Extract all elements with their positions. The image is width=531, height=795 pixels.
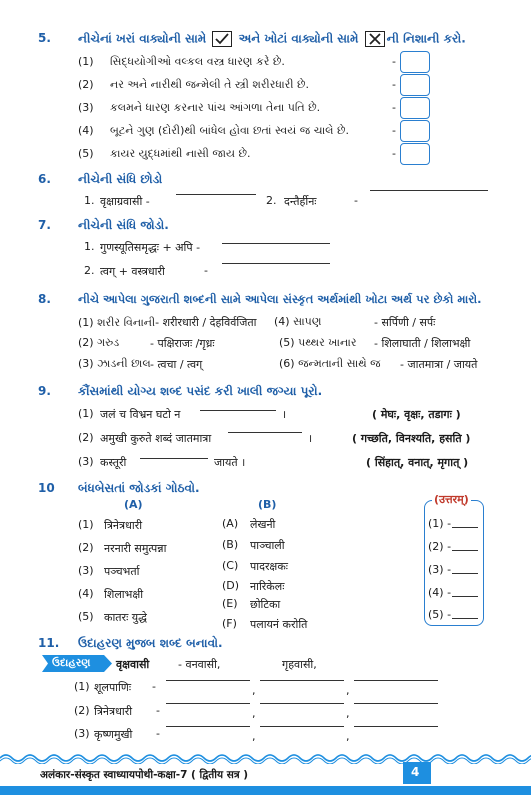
q10-b-3-text: पादरक्षकः	[250, 560, 288, 573]
q11-item-1-text: शूलपाणिः	[94, 681, 132, 694]
q5-item-5-dash: -	[392, 147, 396, 160]
q8-row-2-left-options: - पक्षिराजः /गृध्रः	[150, 337, 215, 350]
q5-item-4-dash: -	[392, 124, 396, 137]
q9-answer-line-2[interactable]	[228, 432, 302, 433]
q10-answer-2-label: (2) -	[428, 540, 452, 553]
footer-bar	[0, 786, 531, 795]
q10-a-3-num: (3)	[78, 564, 94, 577]
q11-item-2-num: (2)	[74, 704, 90, 717]
q11-item-2-field-1[interactable]	[166, 703, 250, 704]
q10-column-b-header: (B)	[258, 498, 277, 511]
q9-item-1-options: ( मेघः, वृक्षः, तडागः )	[372, 408, 461, 421]
q8-row-2-right-label: (5) પથ્થર ખાનાર	[279, 336, 357, 349]
q9-item-2-end: ।	[308, 432, 313, 445]
q10-a-4-text: शिलाभक्षी	[104, 588, 144, 601]
q5-answer-box-1[interactable]	[400, 51, 430, 73]
q10-b-3-num: (C)	[222, 559, 239, 572]
q8-row-2-left: (2) ગરુડ	[78, 336, 120, 349]
footer-wave-border	[0, 752, 531, 764]
example-badge-label: ઉદાહરણ	[52, 657, 91, 669]
q5-item-3-text: કલમને ધારણ કરનાર પાંચ આંગળા તેના પતિ છે.	[110, 101, 321, 114]
q10-b-4-text: नारिकेलः	[250, 580, 285, 593]
q9-item-2-options: ( गच्छति, विनश्यति, हसति )	[352, 432, 471, 445]
q11-item-2-comma-2: ,	[346, 707, 350, 720]
q10-b-2-text: पाञ्चाली	[250, 539, 285, 552]
q10-b-5-num: (E)	[222, 597, 238, 610]
q9-item-3-end: जायते ।	[214, 456, 246, 469]
q10-a-5-num: (5)	[78, 610, 94, 623]
q5-item-5-num: (5)	[78, 147, 94, 160]
q10-answer-3-field[interactable]	[452, 573, 478, 574]
q11-item-2-field-2[interactable]	[260, 703, 344, 704]
q10-answer-3-label: (3) -	[428, 563, 452, 576]
q6-item-1-text: वृक्षाग्रवासी -	[100, 195, 150, 208]
q10-a-1-num: (1)	[78, 518, 94, 531]
q7-item-2-num: 2.	[84, 264, 95, 277]
q7-item-2-text: त्वग् + वस्त्रधारी	[100, 265, 165, 278]
q11-title: ઉદાહરણ મુજબ શબ્દ બનાવો.	[78, 636, 223, 650]
q9-item-2-text: अमुखी कुरुते शब्दं जातमात्रा	[100, 432, 212, 445]
q5-title-part3: ની નિશાની કરો.	[386, 31, 466, 46]
q10-answers-title-text: उत्तरम्	[439, 493, 464, 506]
q9-item-1-text: जलं च विभ्रन घटो न	[100, 408, 181, 421]
q5-item-4-text: બૂટને ગુણ (દોરી)થી બાંધેલ હોવા છતાં સ્વયં જ ચાલે છે.	[110, 124, 349, 137]
q8-row-1-left: (1) શરીર વિનાની- शरीरधारी / देहविर्वजिता	[78, 316, 257, 329]
cross-mark-icon	[365, 31, 385, 47]
q10-number: 10	[38, 481, 55, 495]
q5-title-part2: અને ખોટાં વાક્યોની સામે	[238, 31, 359, 46]
q11-item-3-field-1[interactable]	[166, 726, 250, 727]
q8-number: 8.	[38, 292, 51, 306]
q5-item-2-text: નર અને નારીથી જન્મેલી તે સ્ત્રી શરીરધારી છે.	[110, 78, 310, 91]
q10-answer-1-label: (1) -	[428, 517, 452, 530]
footer-book-title: अलंकार-संस्कृत स्वाध्यायपोथी-कक्षा-7 ( द्वितीय सत्र )	[40, 769, 249, 781]
q6-item-2-num: 2.	[266, 194, 277, 207]
q11-item-1-num: (1)	[74, 680, 90, 693]
q6-title: નીચેની સંધિ છોડો	[78, 172, 163, 186]
q6-item-1-num: 1.	[84, 194, 95, 207]
q7-title: નીચેની સંધિ જોડો.	[78, 218, 169, 232]
q9-item-1-num: (1)	[78, 407, 94, 420]
q7-item-1-text: गुणस्यूतिसमृद्धः + अपि -	[100, 241, 201, 254]
q9-number: 9.	[38, 384, 51, 398]
q11-item-3-field-2[interactable]	[260, 726, 344, 727]
q6-answer-line-1[interactable]	[176, 194, 256, 195]
q11-item-1-comma-1: ,	[252, 684, 256, 697]
q10-column-a-header: (A)	[124, 498, 143, 511]
q10-answer-5-label: (5) -	[428, 608, 452, 621]
q7-answer-line-1[interactable]	[222, 243, 330, 244]
q8-row-3-left: (3) ઝાડની છાલ	[78, 357, 151, 370]
q8-row-3-left-options: - त्वचा / त्वग्	[150, 358, 203, 371]
q11-item-3-num: (3)	[74, 727, 90, 740]
q6-item-2-text: दन्तैर्हीनः	[284, 195, 317, 208]
q5-number: 5.	[38, 31, 51, 45]
example-badge	[42, 655, 112, 672]
q10-a-4-num: (4)	[78, 587, 94, 600]
q10-answer-1-field[interactable]	[452, 527, 478, 528]
page-footer	[0, 752, 531, 795]
q5-item-5-text: કાયર યુદ્ધમાંથી નાસી જાય છે.	[110, 147, 251, 160]
q11-item-1-field-3[interactable]	[354, 680, 438, 681]
q10-answer-2-field[interactable]	[452, 550, 478, 551]
q5-item-1-num: (1)	[78, 55, 94, 68]
q6-answer-line-2[interactable]	[370, 190, 488, 191]
q6-item-2-dash: -	[354, 194, 358, 207]
q11-item-3-text: कृष्णमुखी	[94, 728, 133, 741]
q9-answer-line-1[interactable]	[200, 410, 276, 411]
q8-title: નીચે આપેલા ગુજરાતી શબ્દની સામે આપેલા સંસ્કૃત અર્થમાંથી ખોટા અર્થ પર છેકો મારો.	[78, 292, 482, 306]
q5-item-2-num: (2)	[78, 78, 94, 91]
q5-item-1-dash: -	[392, 55, 396, 68]
q11-number: 11.	[38, 636, 60, 650]
example-answer-2: गृहवासी,	[282, 658, 317, 671]
q8-row-3-right-label: (6) જન્મતાની સાથે જ	[279, 357, 381, 370]
q10-a-2-text: नरनारी समुत्पन्ना	[104, 542, 167, 555]
q11-item-2-dash: -	[156, 704, 160, 717]
q11-item-1-field-1[interactable]	[166, 680, 250, 681]
q9-title: કૌંસમાંથી યોગ્ય શબ્દ પસંદ કરી ખાલી જગ્યા પૂરો.	[78, 384, 323, 398]
q11-item-1-field-2[interactable]	[260, 680, 344, 681]
q10-a-2-num: (2)	[78, 541, 94, 554]
q7-item-2-dash: -	[204, 264, 208, 277]
q7-item-1-num: 1.	[84, 240, 95, 253]
q5-item-4-num: (4)	[78, 124, 94, 137]
q5-answer-box-2[interactable]	[400, 74, 430, 96]
q10-a-1-text: त्रिनेत्रधारी	[104, 519, 143, 532]
q7-number: 7.	[38, 218, 51, 232]
q11-item-2-field-3[interactable]	[354, 703, 438, 704]
example-word: वृक्षवासी	[116, 658, 150, 671]
q7-answer-line-2[interactable]	[222, 263, 330, 264]
q8-row-1-right-label: (4) સાપણ	[274, 315, 322, 328]
q10-b-1-num: (A)	[222, 517, 239, 530]
q10-b-1-text: लेखनी	[250, 518, 276, 531]
q10-b-6-text: पलायनं करोति	[250, 618, 308, 631]
q10-answer-4-field[interactable]	[452, 596, 478, 597]
q9-item-1-end: ।	[282, 408, 287, 421]
q10-b-5-text: छोटिका	[250, 598, 281, 611]
q5-item-3-dash: -	[392, 101, 396, 114]
q5-item-1-text: સિદ્ધયોગીઓ વલ્કલ વસ્ત્ર ધારણ કરે છે.	[110, 55, 285, 68]
q9-item-3-text: कस्तूरी	[100, 456, 127, 469]
q5-title	[78, 31, 466, 47]
q8-row-2-right: - शिलाघाती / शिलाभक्षी	[374, 337, 471, 350]
q11-item-3-dash: -	[156, 727, 160, 740]
q5-answer-box-4[interactable]	[400, 120, 430, 142]
q10-b-6-num: (F)	[222, 617, 237, 630]
q5-title-part1: નીચેનાં ખરાં વાક્યોની સામે	[78, 31, 207, 46]
q5-answer-box-3[interactable]	[400, 97, 430, 119]
q9-answer-line-3[interactable]	[140, 458, 208, 459]
q5-item-3-num: (3)	[78, 101, 94, 114]
check-mark-icon	[212, 31, 232, 47]
q9-item-3-num: (3)	[78, 455, 94, 468]
q11-item-3-comma-2: ,	[346, 730, 350, 743]
example-answer-1: - वनवासी,	[178, 658, 221, 671]
q10-b-4-num: (D)	[222, 579, 240, 592]
q8-row-1-right: - सर्पिणी / सर्पः	[374, 316, 436, 329]
q11-item-1-comma-2: ,	[346, 684, 350, 697]
page-number: 4	[411, 765, 420, 779]
q9-item-2-num: (2)	[78, 431, 94, 444]
q5-item-2-dash: -	[392, 78, 396, 91]
q8-row-3-right: - जातमात्रा / जायते	[400, 358, 478, 371]
q10-answers-title: (उत्तरम्)	[434, 493, 469, 506]
q10-a-3-text: पञ्चभर्ता	[104, 565, 140, 578]
q11-item-1-dash: -	[152, 680, 156, 693]
q6-number: 6.	[38, 172, 51, 186]
q11-item-3-field-3[interactable]	[354, 726, 438, 727]
q10-a-5-text: कातरः युद्धे	[104, 611, 147, 624]
q9-item-3-options: ( सिंहात्, वनात्, मृगात् )	[366, 456, 469, 469]
q10-answer-4-label: (4) -	[428, 586, 452, 599]
q10-b-2-num: (B)	[222, 538, 239, 551]
q11-item-2-text: त्रिनेत्रधारी	[94, 705, 133, 718]
q10-title: બંધબેસતાં જોડકાં ગોઠવો.	[78, 481, 200, 495]
q10-answer-5-field[interactable]	[452, 618, 478, 619]
q11-item-2-comma-1: ,	[252, 707, 256, 720]
q11-item-3-comma-1: ,	[252, 730, 256, 743]
q5-answer-box-5[interactable]	[400, 143, 430, 165]
